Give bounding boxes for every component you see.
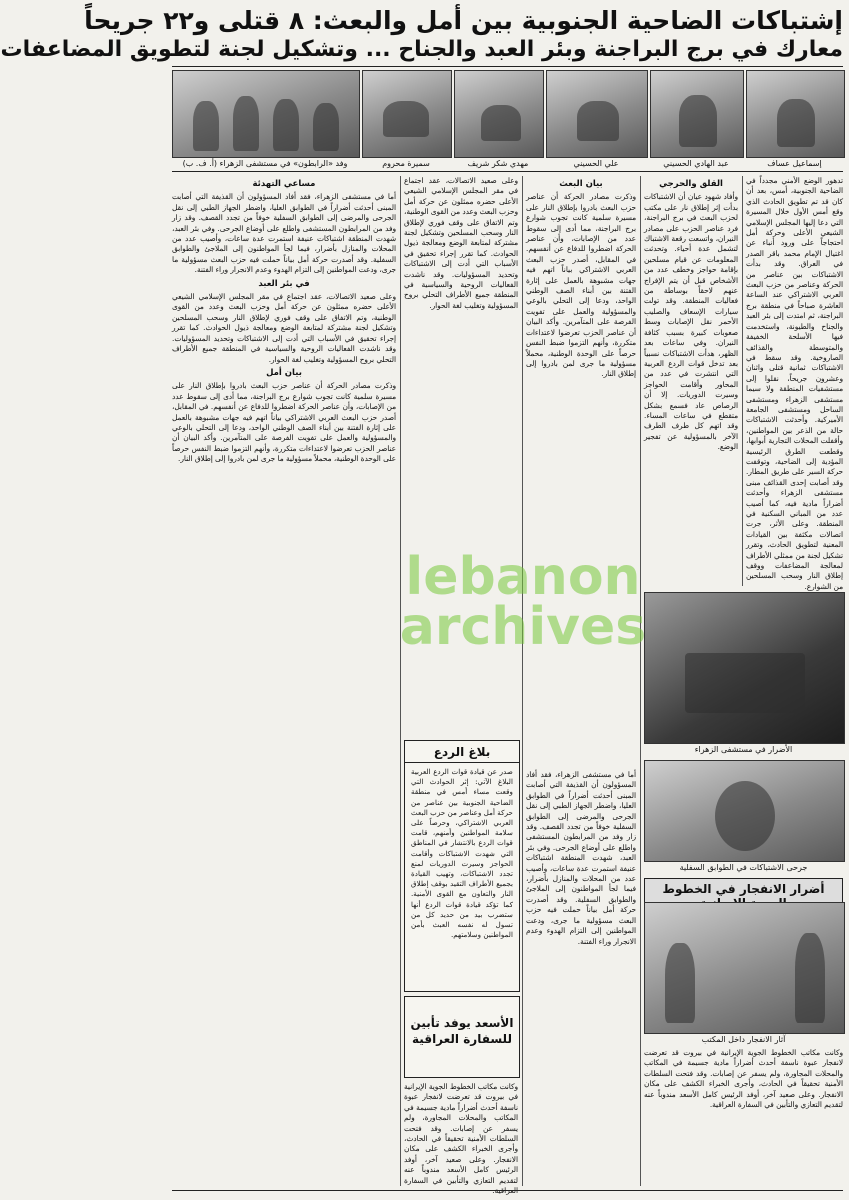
column-text: وكانت مكاتب الخطوط الجوية الإيرانية في بيروت قد تعرضت لانفجار عبوة ناسفة أحدث أضراراً مادية جسيمة في المكاتب والمحلات المجاورة، ولم يسفر عن إصابات. وقد فتحت السلطات الأمنية تحقيقاً في الحادث، وأجرى الخبراء الكشف على مكان الانفجار. وعلى صعيد آخر، أوفد الرئيس كامل الأسعد مندوباً عنه لتقديم التعازي والتأبين في السفارة العراقية. [644, 1048, 843, 1110]
subhead-escalation: القلق والحرجي [659, 179, 723, 189]
caption-name-4: مهدي شكر شريف [467, 159, 529, 168]
article-column-2 [644, 176, 738, 586]
subhead-amal-statement: بيان أمل [266, 367, 302, 378]
caption-name-1: إسماعيل عساف [767, 159, 822, 168]
column-text: وذكرت مصادر الحركة أن عناصر حزب البعث بادروا بإطلاق النار على مسيرة سلمية كانت تجوب شوارع برج البراجنة، مما أدى إلى سقوط عدد من الإصابات، وأن عناصر الحركة اضطروا للدفاع عن أنفسهم. في المقابل، أصدر حزب البعث العربي الاشتراكي بياناً اتهم فيه جهات مشبوهة بالعمل على إثارة الفتنة بين أبناء الصف الوطني الواحد، ودعا إلى التحلي بالوعي والمسؤولية والعمل على تفويت الفرصة على المتآمرين. وأكد البيان أن عناصر الحزب تعرضوا لاعتداءات متكررة، وأنهم التزموا ضبط النفس حرصاً على الوحدة الوطنية، محملاً مسؤولية ما جرى لمن بادروا إلى إطلاق النار. [526, 192, 636, 379]
caption-smoke: جرحى الاشتباكات في الطوابق السفلية [679, 863, 808, 872]
caption-name-3: علي الحسيني [573, 159, 619, 168]
article-column-3b [526, 770, 636, 1186]
column-text: وعلى صعيد الاتصالات، عقد اجتماع في مقر المجلس الإسلامي الشيعي الأعلى حضره ممثلون عن حركة أمل وحزب البعث وعدد من القوى الوطنية، وتم الاتفاق على وقف فوري لإطلاق النار وسحب المسلحين وتشكيل لجنة مشتركة لمتابعة الوضع ومعالجة ذيول الحوادث. كما تقرر إجراء تحقيق في الأسباب التي أدت إلى الاشتباكات وتحديد المسؤوليات. وقد ناشدت الفعاليات الروحية والسياسية في المنطقة جميع الأطراف التحلي بروح المسؤولية وتغليب لغة الحوار. [403, 176, 518, 310]
article-column-6 [644, 1048, 843, 1188]
subhead-statement-baath: بيان البعث [559, 179, 603, 189]
photo-rule [172, 171, 843, 172]
footer-rule [172, 1190, 843, 1191]
subhead-hospital: مساعي التهدئة [252, 179, 316, 189]
subhead-bir-al-abed: في بئر العبد [258, 278, 310, 289]
article-column-4b [404, 1082, 518, 1186]
photo-patient-1 [362, 70, 452, 158]
photo-explosion [644, 902, 845, 1034]
caption-delegation: وفد «الرابطون» في مستشفى الزهراء (أ. ف. ب) [182, 159, 348, 168]
photo-patient-4 [650, 70, 744, 158]
photo-patient-3 [546, 70, 648, 158]
article-column-3 [526, 176, 636, 766]
caption-name-2: عبد الهادي الحسيني [663, 159, 729, 168]
header-rule [172, 66, 843, 67]
column-text-end: وذكرت مصادر الحركة أن عناصر حزب البعث بادروا بإطلاق النار على مسيرة سلمية كانت تجوب شوارع برج البراجنة، مما أدى إلى سقوط عدد من الإصابات، وأن عناصر الحركة اضطروا للدفاع عن أنفسهم. في المقابل، أصدر حزب البعث العربي الاشتراكي بياناً اتهم فيه جهات مشبوهة بالعمل على إثارة الفتنة بين أبناء الصف الوطني الواحد، ودعا إلى التحلي بالوعي والمسؤولية والعمل على تفويت الفرصة على المتآمرين. وأكد البيان أن عناصر الحزب تعرضوا لاعتداءات متكررة، وأنهم التزموا ضبط النفس حرصاً على الوحدة الوطنية، محملاً مسؤولية ما جرى لمن بادروا إلى إطلاق النار. [172, 381, 396, 464]
deterrence-box [404, 740, 520, 992]
headline: إشتباكات الضاحية الجنوبية بين أمل والبعث: ٨ قتلى و٢٢ جريحاً [84, 6, 843, 35]
photo-hospital-damage [644, 592, 845, 744]
article-column-1 [746, 176, 843, 591]
caption-explosion: آثار الانفجار داخل المكتب [701, 1035, 786, 1044]
photo-patient-5 [746, 70, 845, 158]
photo-patient-2 [454, 70, 544, 158]
column-text-continued: وعلى صعيد الاتصالات، عقد اجتماع في مقر المجلس الإسلامي الشيعي الأعلى حضره ممثلون عن حركة أمل وحزب البعث وعدد من القوى الوطنية، وتم الاتفاق على وقف فوري لإطلاق النار وسحب المسلحين وتشكيل لجنة مشتركة لمتابعة الوضع ومعالجة ذيول الحوادث. كما تقرر إجراء تحقيق في الأسباب التي أدت إلى الاشتباكات وتحديد المسؤوليات. وقد ناشدت الفعاليات الروحية والسياسية في المنطقة جميع الأطراف التحلي بروح المسؤولية وتغليب لغة الحوار. [172, 292, 396, 364]
column-text: أما في مستشفى الزهراء، فقد أفاد المسؤولون أن القذيفة التي أصابت المبنى أحدثت أضراراً في الطوابق العليا، واضطر الجهاز الطبي إلى نقل الجرحى والمرضى إلى الطوابق السفلية خوفاً من تجدد القصف. وقد زار وفد من المرابطون المستشفى واطلع على أوضاع الجرحى. وفي بئر العبد، شهدت المنطقة اشتباكات عنيفة استمرت عدة ساعات، وأصيب عدد من المحلات والمنازل بأضرار، فيما لجأ المواطنون إلى الملاجئ والطوابق السفلية. وقد أصدرت حركة أمل بياناً حملت فيه حزب البعث مسؤولية ما جرى، ودعت المواطنين إلى التزام الهدوء وعدم الانجرار وراء الفتنة. [526, 770, 636, 946]
column-text: تدهور الوضع الأمني مجدداً في الضاحية الجنوبية، أمس، بعد أن كان قد تم تطويق الحادث الذي وقع أمس الأول خلال المسيرة التي دعا إليها المجلس الإسلامي الشيعي الأعلى وحركة أمل احتجاجاً على ورود أنباء عن اغتيال الإمام محمد باقر الصدر في العراق. وقد بدأت الاشتباكات بين عناصر من الحركة وعناصر من حزب البعث العربي الاشتراكي عند الساعة العاشرة صباحاً في منطقة برج البراجنة، ثم امتدت إلى بئر العبد والجناح والطيونة، واستخدمت فيها الأسلحة الخفيفة والمتوسطة والقذائف الصاروخية. وقد سقط في الاشتباكات ثمانية قتلى واثنان وعشرون جريحاً، نقلوا إلى مستشفيات المنطقة ولا سيما مستشفى الزهراء ومستشفى الساحل ومستشفى الجامعة الأميركية. وأحدثت الاشتباكات حالة من الذعر بين المواطنين، وأقفلت المحلات التجارية أبوابها، وقطعت الطرق الرئيسية المؤدية إلى الضاحية، وتوقفت حركة السير على طريق المطار. وقد أصابت إحدى القذائف مبنى مستشفى الزهراء وأحدثت أضراراً مادية فيه، كما أصيب عدد من المباني السكنية في المنطقة. وعلى الأثر، جرت اتصالات مكثفة بين القيادات المعنية لتطويق الحادث، وتقرر تشكيل لجنة من ممثلي الأطراف لمعالجة المضاعفات ووقف إطلاق النار وسحب المسلحين من الشوارع. [746, 176, 843, 591]
photo-smoke [644, 760, 845, 862]
asaad-box [404, 996, 520, 1078]
article-column-5 [172, 176, 396, 1186]
column-text: وأفاد شهود عيان أن الاشتباكات بدأت إثر إطلاق نار على مكتب لحزب البعث في برج البراجنة، فرد عناصر الحزب على مصادر النيران، واتسعت رقعة الاشتباك لتشمل عدة أحياء. وتحدثت المعلومات عن قيام مسلحين بإقامة حواجز وخطف عدد من الأشخاص قبل أن يتم الإفراج عنهم لاحقاً بوساطة من فعاليات المنطقة. وقد تولت سيارات الإسعاف والصليب الأحمر نقل الإصابات وسط صعوبات كبيرة بسبب كثافة النيران. وفي ساعات بعد الظهر، هدأت الاشتباكات نسبياً بعد تدخل قوات الردع العربية التي انتشرت في عدد من المحاور وأقامت الحواجز وسيرت الدوريات. إلا أن الرصاص عاد فسمع بشكل متقطع في ساعات المساء. وقد اتهم كل طرف الطرف الآخر بالمسؤولية عن تفجير الوضع. [644, 192, 738, 452]
deterrence-body: صدر عن قيادة قوات الردع العربية البلاغ الآتي: إثر الحوادث التي وقعت مساء أمس في منطقة الضاحية الجنوبية بين عناصر من حركة أمل وعناصر من حزب البعث العربي الاشتراكي، وحرصاً على سلامة المواطنين وأمنهم، قامت قوات الردع بالانتشار في المناطق التي شهدت الاشتباكات وأقامت الحواجز وسيرت الدوريات لمنع تجدد الاشتباكات، وتهيب القيادة بجميع الأطراف التقيد بوقف إطلاق النار والتعاون مع القوى الأمنية. كما تؤكد قيادة قوات الردع أنها ستضرب بيد من حديد كل من تسول له نفسه العبث بأمن المواطنين وسلامتهم. [411, 767, 513, 940]
photo-delegation [172, 70, 360, 158]
column-text: وكانت مكاتب الخطوط الجوية الإيرانية في بيروت قد تعرضت لانفجار عبوة ناسفة أحدث أضراراً مادية جسيمة في المكاتب والمحلات المجاورة، ولم يسفر عن إصابات. وقد فتحت السلطات الأمنية تحقيقاً في الحادث، وأجرى الخبراء الكشف على مكان الانفجار. وعلى صعيد آخر، أوفد الرئيس كامل الأسعد مندوباً عنه لتقديم التعازي والتأبين في السفارة [404, 1082, 518, 1185]
article-column-4 [404, 176, 518, 736]
archive-watermark: lebanon archives [399, 547, 647, 657]
caption-hospital-damage: الأضرار في مستشفى الزهراء [694, 745, 793, 754]
column-text: أما في مستشفى الزهراء، فقد أفاد المسؤولون أن القذيفة التي أصابت المبنى أحدثت أضراراً في الطوابق العليا، واضطر الجهاز الطبي إلى نقل الجرحى والمرضى إلى الطوابق السفلية خوفاً من تجدد القصف. وقد زار وفد من المرابطون المستشفى واطلع على أوضاع الجرحى. وفي بئر العبد، شهدت المنطقة اشتباكات عنيفة استمرت عدة ساعات، وأصيب عدد من المحلات والمنازل بأضرار، فيما لجأ المواطنون إلى الملاجئ والطوابق السفلية. وقد أصدرت حركة أمل بياناً حملت فيه حزب البعث مسؤولية ما جرى، ودعت المواطنين إلى التزام الهدوء وعدم الانجرار وراء الفتنة. [172, 192, 396, 275]
subheadline: معارك في برج البراجنة وبئر العبد والجناح ... وتشكيل لجنة لتطويق المضاعفات [0, 37, 843, 62]
caption-name-5: سميرة محروم [382, 159, 430, 168]
explosion-title: أضرار الانفجار في الخطوط [644, 878, 843, 914]
deterrence-title: بلاغ الردع [405, 741, 519, 763]
asaad-title: الأسعد يوفد تأبين للسفارة العراقية [410, 1016, 514, 1046]
